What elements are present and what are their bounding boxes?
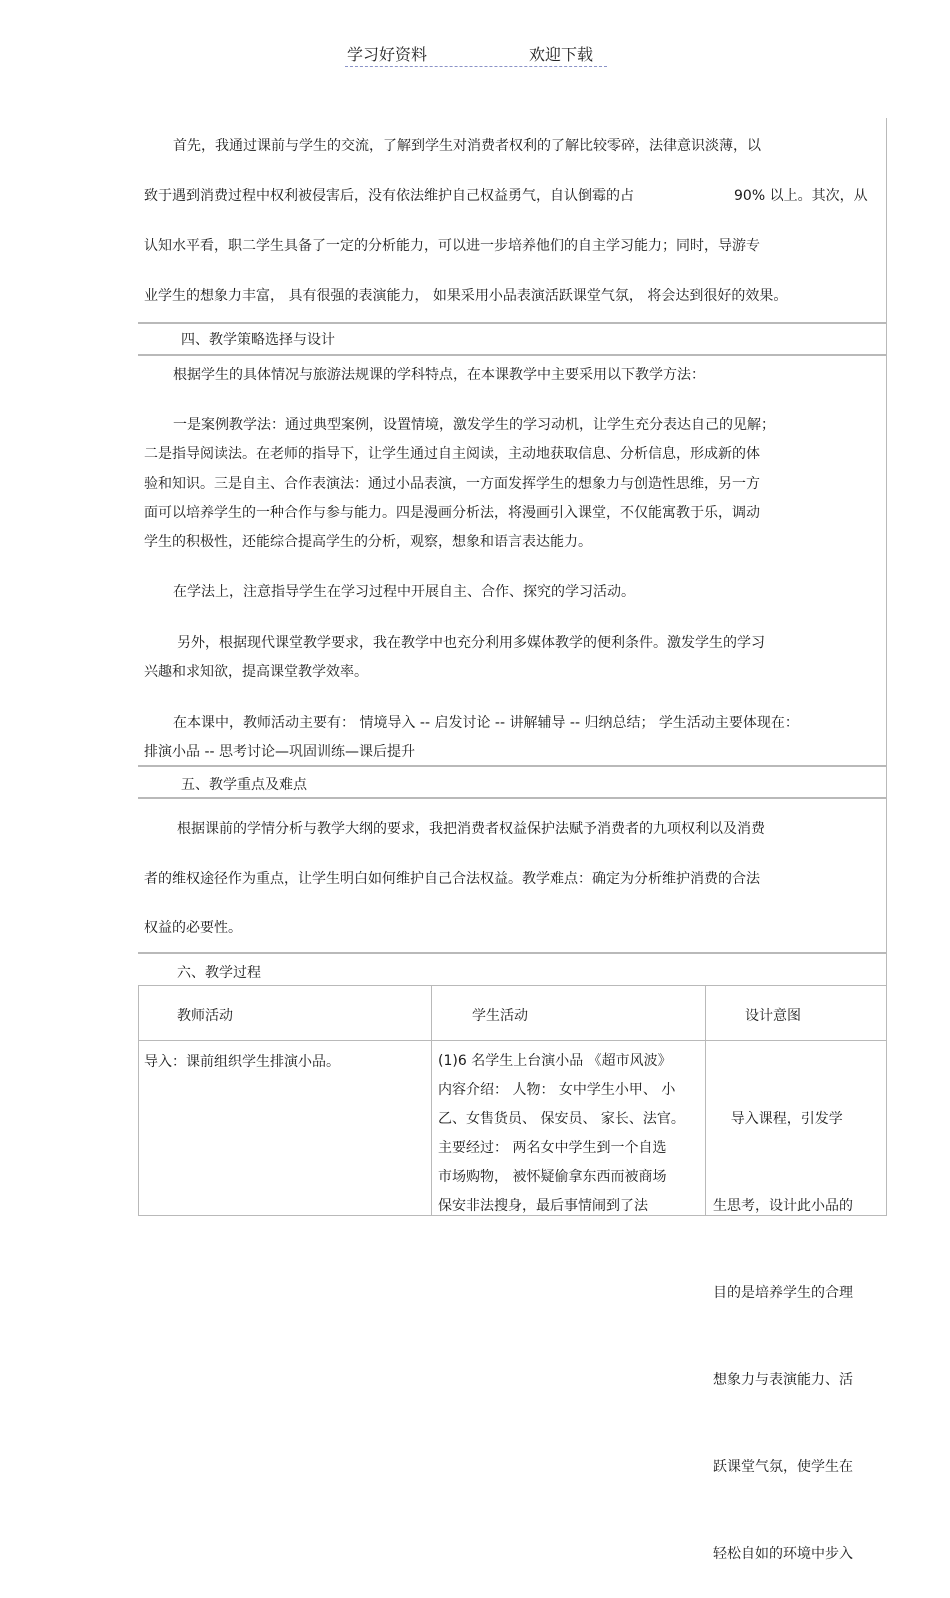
keypoints-heading: 五、教学重点及难点 xyxy=(181,777,307,793)
student-line-3: 乙、女售货员、 保安员、 家长、法官。 xyxy=(438,1111,685,1127)
multimedia-line-2: 兴趣和求知欲，提高课堂教学效率。 xyxy=(144,664,368,680)
strategy-intro: 根据学生的具体情况与旅游法规课的学科特点，在本课教学中主要采用以下教学方法： xyxy=(173,367,705,383)
column-header-teacher: 教师活动 xyxy=(177,1008,233,1024)
page-header xyxy=(345,42,607,67)
study-method-line: 在学法上，注意指导学生在学习过程中开展自主、合作、探究的学习活动。 xyxy=(173,584,635,600)
header-right-text: 欢迎下载 xyxy=(529,45,594,64)
header-left-text: 学习好资料 xyxy=(347,45,428,64)
divider-keypoints-top xyxy=(138,765,887,767)
divider-header-bottom xyxy=(138,1040,887,1041)
intent-line-2: 生思考，设计此小品的 xyxy=(713,1198,853,1214)
process-heading: 六、教学过程 xyxy=(177,965,261,981)
strategy-heading: 四、教学策略选择与设计 xyxy=(181,332,335,348)
design-intent-cell xyxy=(713,1047,853,1598)
student-line-4: 主要经过： 两名女中学生到一个自选 xyxy=(438,1140,667,1156)
keypoints-line-3: 权益的必要性。 xyxy=(144,920,242,936)
method-line-2: 二是指导阅读法。在老师的指导下，让学生通过自主阅读，主动地获取信息、分析信息，形成新的体 xyxy=(144,446,760,462)
multimedia-line-1: 另外，根据现代课堂教学要求，我在教学中也充分利用多媒体教学的便利条件。激发学生的学习 xyxy=(177,635,765,651)
analysis-line-2-tail: 90% 以上。其次，从 xyxy=(734,188,868,204)
intent-line-1: 导入课程，引发学 xyxy=(713,1111,843,1127)
table-border-right xyxy=(886,118,887,1216)
intent-line-4: 想象力与表演能力、活 xyxy=(713,1372,853,1388)
divider-strategy-top xyxy=(138,322,887,324)
method-line-1: 一是案例教学法：通过典型案例，设置情境，激发学生的学习动机，让学生充分表达自己的见解； xyxy=(173,417,775,433)
column-divider-1 xyxy=(431,985,432,1216)
teacher-activity-cell: 导入：课前组织学生排演小品。 xyxy=(144,1054,340,1070)
activities-line-2: 排演小品 -- 思考讨论—巩固训练—课后提升 xyxy=(144,744,416,760)
table-border-left xyxy=(138,985,139,1216)
analysis-line-2: 致于遇到消费过程中权利被侵害后，没有依法维护自己权益勇气，自认倒霉的占 xyxy=(144,188,634,204)
intent-line-5: 跃课堂气氛，使学生在 xyxy=(713,1459,853,1475)
analysis-line-1: 首先，我通过课前与学生的交流，了解到学生对消费者权利的了解比较零碎，法律意识淡薄，以 xyxy=(173,138,761,154)
analysis-line-4: 业学生的想象力丰富， 具有很强的表演能力， 如果采用小品表演活跃课堂气氛， 将会达到很好的效果。 xyxy=(144,288,788,304)
method-line-4: 面可以培养学生的一种合作与参与能力。四是漫画分析法，将漫画引入课堂，不仅能寓教于乐，调动 xyxy=(144,505,760,521)
activities-line-1: 在本课中，教师活动主要有： 情境导入 -- 启发讨论 -- 讲解辅导 -- 归纳总结； 学生活动主要体现在： xyxy=(173,715,799,731)
column-divider-2 xyxy=(705,985,706,1216)
divider-header-top xyxy=(138,985,887,986)
keypoints-line-2: 者的维权途径作为重点，让学生明白如何维护自己合法权益。教学难点：确定为分析维护消费的合法 xyxy=(144,871,760,887)
keypoints-line-1: 根据课前的学情分析与教学大纲的要求，我把消费者权益保护法赋予消费者的九项权利以及消费 xyxy=(177,821,765,837)
student-line-2: 内容介绍： 人物： 女中学生小甲、 小 xyxy=(438,1082,676,1098)
student-line-1: (1)6 名学生上台演小品 《超市风波》 xyxy=(438,1053,672,1069)
divider-process-top xyxy=(138,952,887,954)
analysis-line-3: 认知水平看，职二学生具备了一定的分析能力，可以进一步培养他们的自主学习能力；同时，导游专 xyxy=(144,238,760,254)
intent-line-6: 轻松自如的环境中步入 xyxy=(713,1546,853,1562)
method-line-5: 学生的积极性，还能综合提高学生的分析，观察，想象和语言表达能力。 xyxy=(144,534,592,550)
column-header-student: 学生活动 xyxy=(472,1008,528,1024)
divider-strategy-bottom xyxy=(138,354,887,356)
student-activity-cell xyxy=(438,1047,685,1221)
divider-keypoints-bottom xyxy=(138,797,887,799)
student-line-6: 保安非法搜身，最后事情闹到了法 xyxy=(438,1198,648,1214)
column-header-intent: 设计意图 xyxy=(745,1008,801,1024)
method-line-3: 验和知识。三是自主、合作表演法：通过小品表演，一方面发挥学生的想象力与创造性思维，另一方 xyxy=(144,476,760,492)
student-line-5: 市场购物， 被怀疑偷拿东西而被商场 xyxy=(438,1169,667,1185)
intent-line-3: 目的是培养学生的合理 xyxy=(713,1285,853,1301)
